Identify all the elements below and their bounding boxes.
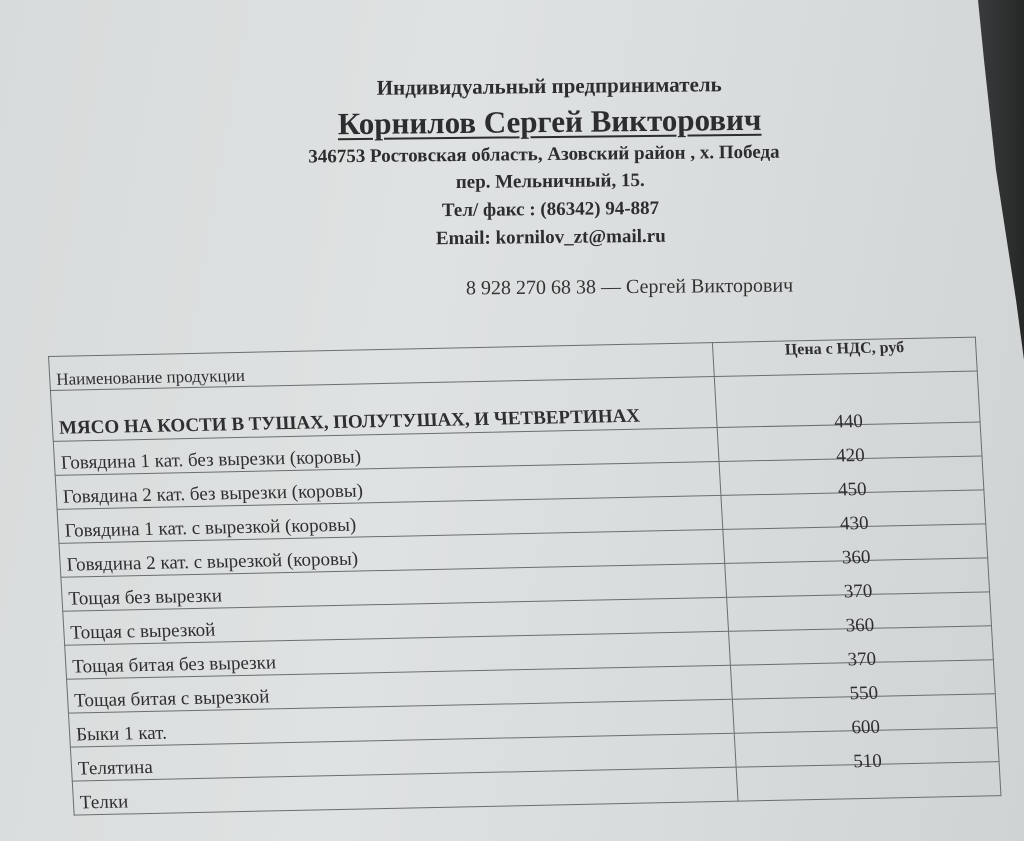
product-price: 430 (722, 510, 987, 549)
product-price: 600 (734, 714, 999, 753)
letterhead (219, 67, 881, 256)
product-name: Тощая с вырезкой (63, 597, 729, 645)
product-price: 360 (724, 544, 989, 583)
product-name: Телятина (70, 733, 736, 781)
product-price: 370 (730, 646, 995, 685)
product-name: Быки 1 кат. (68, 699, 734, 747)
column-header-name: Наименование продукции (49, 343, 715, 391)
product-name: Говядина 2 кат. без вырезки (коровы) (55, 461, 721, 509)
mobile-contact: 8 928 270 68 38 — Сергей Викторович (465, 274, 794, 300)
email: Email: kornilov_zt@mail.ru (435, 225, 666, 250)
product-name: Тощая битая с вырезкой (67, 665, 733, 713)
category-label: МЯСО НА КОСТИ В ТУШАХ, ПОЛУТУШАХ, И ЧЕТВЕРТИНАХ (50, 377, 717, 442)
product-price: 370 (726, 578, 991, 617)
address-line-2: пер. Мельничный, 15. (455, 170, 645, 193)
product-price: 450 (720, 476, 985, 515)
product-name: Тощая без вырезки (61, 563, 727, 611)
product-name: Говядина 1 кат. с вырезкой (коровы) (57, 495, 723, 543)
product-name: Телки (72, 767, 738, 815)
column-header-price: Цена с НДС, руб (713, 337, 978, 376)
product-price: 440 (717, 408, 982, 447)
product-name: Тощая битая без вырезки (65, 631, 731, 679)
product-price: 550 (732, 680, 997, 719)
entrepreneur-title: Индивидуальный предприниматель (376, 72, 722, 100)
product-name: Говядина 1 кат. без вырезки (коровы) (53, 427, 719, 475)
price-table (48, 337, 1001, 816)
entrepreneur-name: Корнилов Сергей Викторович (337, 101, 762, 142)
address-line-1: 346753 Ростовская область, Азовский район , х. Победа (308, 141, 780, 168)
product-price: 360 (728, 612, 993, 651)
phone-fax: Тел/ факс : (86342) 94-887 (441, 197, 660, 222)
product-price: 510 (736, 748, 1001, 787)
product-name: Говядина 2 кат. с вырезкой (коровы) (59, 529, 725, 577)
product-price: 420 (719, 442, 984, 481)
